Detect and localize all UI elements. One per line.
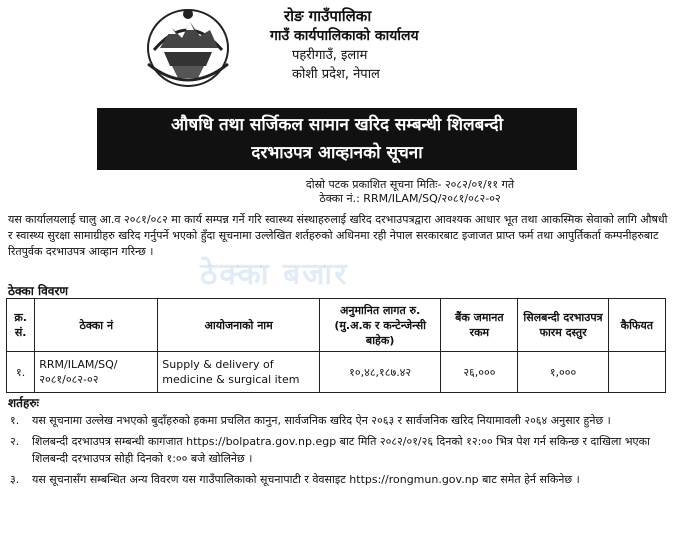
cell-estimated-cost: १०,४८,१८७.४२ bbox=[319, 352, 440, 393]
term-item bbox=[8, 412, 668, 429]
cell-bank-guarantee: २६,००० bbox=[441, 352, 518, 393]
term-text: यस सूचनासँग सम्बन्धित अन्य विवरण यस गाउँपालिकाको सूचनापाटी र वेवसाइट https://rongmun.gov.np बाट समेत हेर्न सकिनेछ । bbox=[32, 473, 580, 486]
office-province: कोशी प्रदेश, नेपाल bbox=[292, 67, 380, 82]
table-header-row bbox=[7, 299, 666, 352]
intro-paragraph: यस कार्यालयलाई चालु आ.व २०८१/०८२ मा कार्य सम्पन्न गर्ने गरि स्वास्थ्य संस्थाहरुलाई खरिद दरभाउपत्रद्वारा आवश्यक आधार भूत तथा आकस्मिक सेवाको लागि औषधी र स्वास्थ्य सुरक्षा सामाग्रीहरु खरिद गर्नुपर्ने भएको हुँदा सूचनामा उल्लेखित शर्तहरुको अधिनमा रही नेपाल सरकारबाट इजाजत प्राप्त फर्म तथा आपुर्तिकर्ता कम्पनीहरुबाट रितपुर्वक दरभाउपत्र आव्हान गरिन्छ । bbox=[8, 213, 668, 258]
term-number: १. bbox=[10, 414, 20, 427]
contract-number-line: ठेक्का नं.: RRM/ILAM/SQ/२०८१/०८२-०२ bbox=[319, 192, 501, 205]
municipality-name: रोङ गाउँपालिका bbox=[284, 7, 372, 25]
nepal-government-emblem-icon bbox=[142, 4, 234, 90]
publication-info bbox=[200, 178, 620, 206]
header-sn: क्र. सं. bbox=[7, 299, 35, 352]
header-remarks: कैफियत bbox=[608, 299, 665, 352]
term-number: ३. bbox=[10, 473, 20, 486]
cell-remarks bbox=[608, 352, 665, 393]
header-bank-guarantee: बैंक जमानत रकम bbox=[441, 299, 518, 352]
watermark: ठेक्का बजार bbox=[200, 257, 349, 292]
term-text: शिलबन्दी दरभाउपत्र सम्बन्धी कागजात https://bolpatra.gov.np.egp बाट मिति २०८२/०१/२६ दिनको १२:०० भित्र पेश गर्न सकिन्छ र दाखिला भएका शिलबन्दी दरभाउपत्र सोही दिनको १:०० बजे खोलिनेछ । bbox=[32, 435, 650, 465]
cell-project: Supply & delivery of medicine & surgical item bbox=[158, 352, 320, 393]
term-number: २. bbox=[10, 435, 20, 448]
notice-title-line-2: दरभाउपत्र आव्हानको सूचना bbox=[251, 143, 423, 163]
cell-contract-no: RRM/ILAM/SQ/ २०८१/०८२-०२ bbox=[35, 352, 158, 393]
notice-title-line-1: औषधि तथा सर्जिकल सामान खरिद सम्बन्धी शिलबन्दी bbox=[171, 115, 503, 135]
table-row bbox=[7, 352, 666, 393]
office-header bbox=[270, 6, 460, 84]
cell-form-fee: १,००० bbox=[518, 352, 608, 393]
header-estimated-cost: अनुमानित लागत रु. (मु.अ.क र कन्टेन्जेन्सी बाहेक) bbox=[319, 299, 440, 352]
term-item bbox=[8, 471, 668, 488]
tender-table bbox=[6, 298, 666, 393]
term-text: यस सूचनामा उल्लेख नभएको बुदाँहरुको हकमा प्रचलित कानुन, सार्वजनिक खरिद ऐन २०६३ र सार्वजनिक खरिद नियामावली २०६४ अनुसार हुनेछ । bbox=[32, 414, 611, 427]
header-project: आयोजनाको नाम bbox=[158, 299, 320, 352]
office-name: गाउँ कार्यपालिकाको कार्यालय bbox=[270, 28, 419, 44]
office-address: पहरीगाउँ, इलाम bbox=[292, 48, 368, 63]
terms-list bbox=[8, 412, 668, 492]
publication-date: दोस्रो पटक प्रकाशित सूचना मितिः- २०८२/०१/११ गते bbox=[305, 178, 515, 191]
table-title: ठेक्का विवरण bbox=[8, 284, 69, 298]
notice-title-banner bbox=[97, 108, 577, 170]
terms-title: शर्तहरुः bbox=[8, 396, 39, 410]
cell-sn: १. bbox=[7, 352, 35, 393]
header-contract-no: ठेक्का नं bbox=[35, 299, 158, 352]
term-item bbox=[8, 433, 668, 467]
header-form-fee: सिलबन्दी दरभाउपत्र फारम दस्तुर bbox=[518, 299, 608, 352]
